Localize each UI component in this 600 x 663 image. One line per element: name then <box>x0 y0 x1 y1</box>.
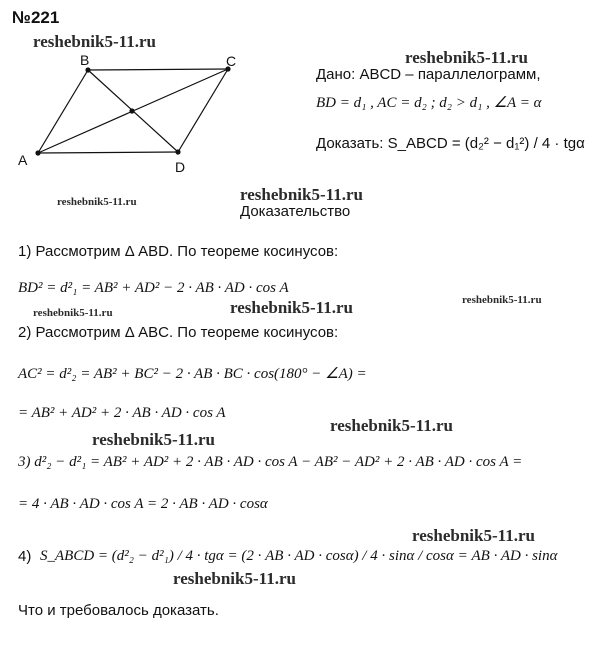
label-c: C <box>226 53 237 69</box>
side-bc <box>88 69 228 70</box>
watermark: reshebnik5-11.ru <box>405 48 528 67</box>
step-1-text: 1) Рассмотрим Δ ABD. По теореме косинусов: <box>18 243 339 260</box>
watermark: reshebnik5-11.ru <box>33 307 113 319</box>
problem-number: №221 <box>12 8 60 27</box>
point-o <box>129 108 134 113</box>
label-b: B <box>80 52 90 68</box>
point-d <box>175 149 180 154</box>
side-ab <box>38 70 88 153</box>
given-line-2: BD = d₁ , AC = d₂ ; d₂ > d₁ , ∠A = α <box>316 95 542 111</box>
label-a: A <box>18 152 28 168</box>
step-1-formula: BD² = d²₁ = AB² + AD² − 2 · AB · AD · cos A <box>18 280 289 296</box>
step-2-formula: AC² = d²₂ = AB² + BC² − 2 · AB · BC · cos(180° − ∠A) = <box>18 366 367 382</box>
given-line-1: Дано: ABCD – параллелограмм, <box>316 66 541 83</box>
step-2-text: 2) Рассмотрим Δ ABC. По теореме косинусов: <box>18 324 339 341</box>
watermark: reshebnik5-11.ru <box>330 416 453 435</box>
watermark: reshebnik5-11.ru <box>462 294 542 306</box>
parallelogram-figure <box>20 50 255 180</box>
watermark: reshebnik5-11.ru <box>230 298 353 317</box>
side-cd <box>178 69 228 152</box>
point-a <box>35 150 40 155</box>
step-2-formula-continued: = AB² + AD² + 2 · AB · AD · cos A <box>18 405 226 421</box>
watermark: reshebnik5-11.ru <box>33 32 156 51</box>
label-d: D <box>175 159 186 175</box>
step-4-label: 4) <box>18 548 32 565</box>
proof-heading: Доказательство <box>240 203 351 220</box>
watermark: reshebnik5-11.ru <box>240 185 363 204</box>
prove-statement: Доказать: S_ABCD = (d₂² − d₁²) / 4 · tgα <box>316 135 585 152</box>
side-ad <box>38 152 178 153</box>
point-b <box>85 67 90 72</box>
step-3-formula-continued: = 4 · AB · AD · cos A = 2 · AB · AD · cosα <box>18 496 268 512</box>
watermark: reshebnik5-11.ru <box>92 430 215 449</box>
watermark: reshebnik5-11.ru <box>173 569 296 588</box>
watermark: reshebnik5-11.ru <box>57 196 137 208</box>
conclusion: Что и требовалось доказать. <box>18 602 219 619</box>
step-4-formula: S_ABCD = (d²₂ − d²₁) / 4 · tgα = (2 · AB · AD · cosα) / 4 · sinα / cosα = AB · AD · sinα <box>40 548 558 564</box>
step-3-formula: 3) d²₂ − d²₁ = AB² + AD² + 2 · AB · AD · cos A − AB² − AD² + 2 · AB · AD · cos A = <box>18 454 523 470</box>
watermark: reshebnik5-11.ru <box>412 526 535 545</box>
